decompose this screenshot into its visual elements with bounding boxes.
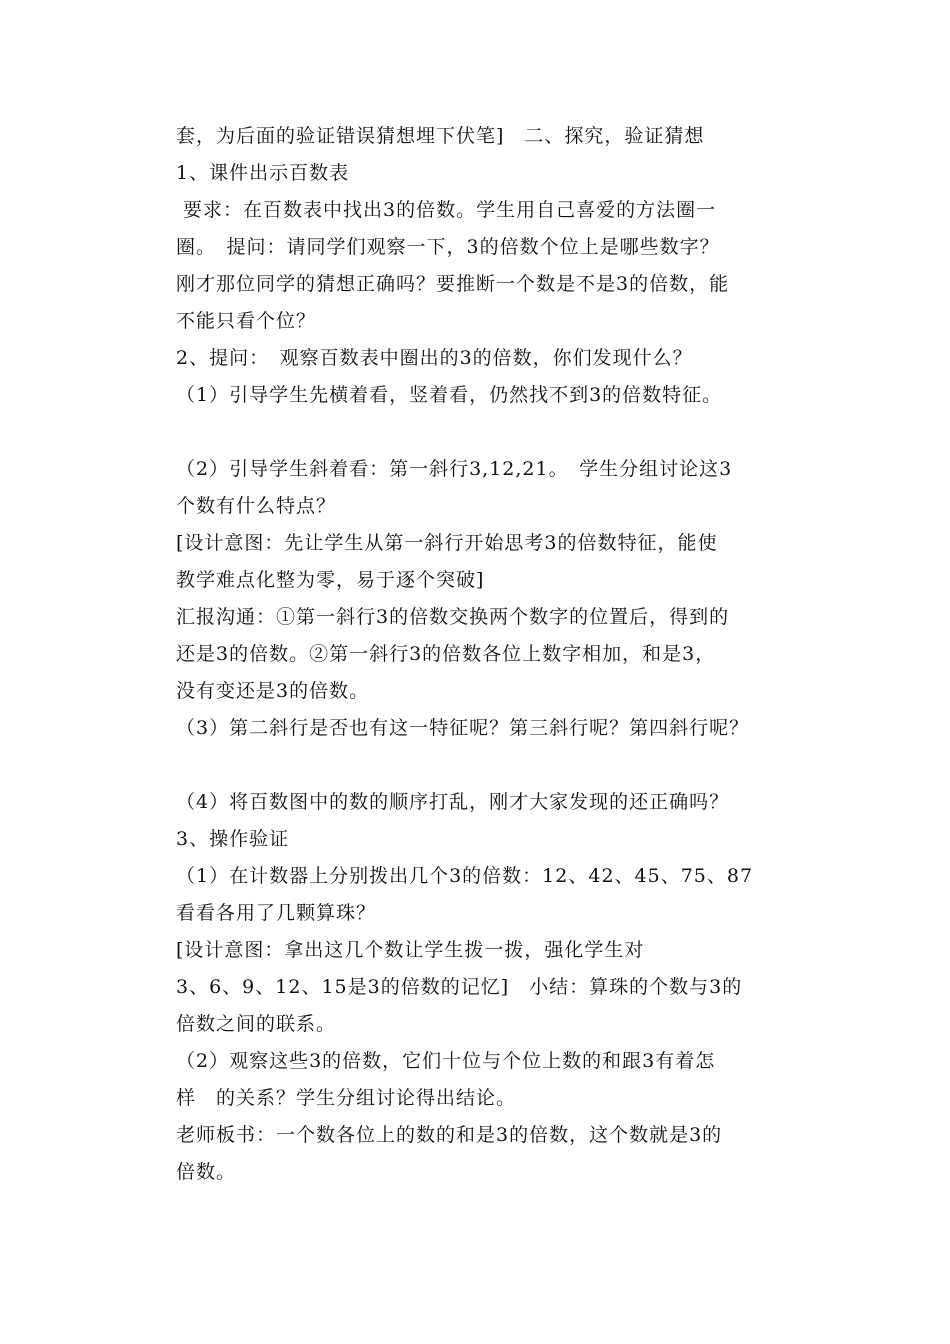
blank-line [176, 747, 816, 784]
blank-line [176, 414, 816, 451]
text-line: （3）第二斜行是否也有这一特征呢？第三斜行呢？第四斜行呢？ [176, 717, 750, 739]
text-line: 套，为后面的验证错误猜想埋下伏笔] 二、探究，验证猜想 [176, 125, 705, 147]
text-line: （1）引导学生先横着看，竖着看，仍然找不到3的倍数特征。 [176, 384, 723, 406]
text-line: 还是3的倍数。②第一斜行3的倍数各位上数字相加，和是3， [176, 643, 716, 665]
text-line: 老师板书：一个数各位上的数的和是3的倍数，这个数就是3的 [176, 1124, 723, 1146]
text-line: 汇报沟通：①第一斜行3的倍数交换两个数字的位置后，得到的 [176, 606, 730, 628]
text-line: 3、6、9、12、15是3的倍数的记忆] 小结：算珠的个数与3的 [176, 976, 743, 998]
text-line: [设计意图：拿出这几个数让学生拨一拨，强化学生对 [176, 939, 645, 961]
text-line: 样 的关系？学生分组讨论得出结论。 [176, 1087, 517, 1109]
text-line: 要求：在百数表中找出3的倍数。学生用自己喜爱的方法圈一 [176, 199, 717, 221]
text-line: 3、操作验证 [176, 828, 290, 850]
text-line: （2）观察这些3的倍数，它们十位与个位上数的和跟3有着怎 [176, 1050, 716, 1072]
text-line: 刚才那位同学的猜想正确吗？要推断一个数是不是3的倍数，能 [176, 273, 730, 295]
document-body [176, 118, 816, 1191]
text-line: 个数有什么特点？ [176, 495, 337, 517]
text-line: 教学难点化整为零，易于逐个突破] [176, 569, 485, 591]
text-line: [设计意图：先让学生从第一斜行开始思考3的倍数特征，能使 [176, 532, 718, 554]
text-line: 不能只看个位？ [176, 310, 317, 332]
text-line: 倍数。 [176, 1161, 237, 1183]
text-line: 2、提问： 观察百数表中圈出的3的倍数，你们发现什么？ [176, 347, 693, 369]
text-line: 看看各用了几颗算珠？ [176, 902, 377, 924]
text-line: 圈。 提问：请同学们观察一下，3的倍数个位上是哪些数字？ [176, 236, 720, 258]
text-line: 倍数之间的联系。 [176, 1013, 337, 1035]
text-line: 没有变还是3的倍数。 [176, 680, 370, 702]
text-line: （1）在计数器上分别拨出几个3的倍数：12、42、45、75、87 [176, 865, 754, 887]
text-line: 1、课件出示百数表 [176, 162, 350, 184]
text-line: （2）引导学生斜着看：第一斜行3,12,21。 学生分组讨论这3 [176, 458, 733, 480]
text-line: （4）将百数图中的数的顺序打乱，刚才大家发现的还正确吗？ [176, 791, 730, 813]
